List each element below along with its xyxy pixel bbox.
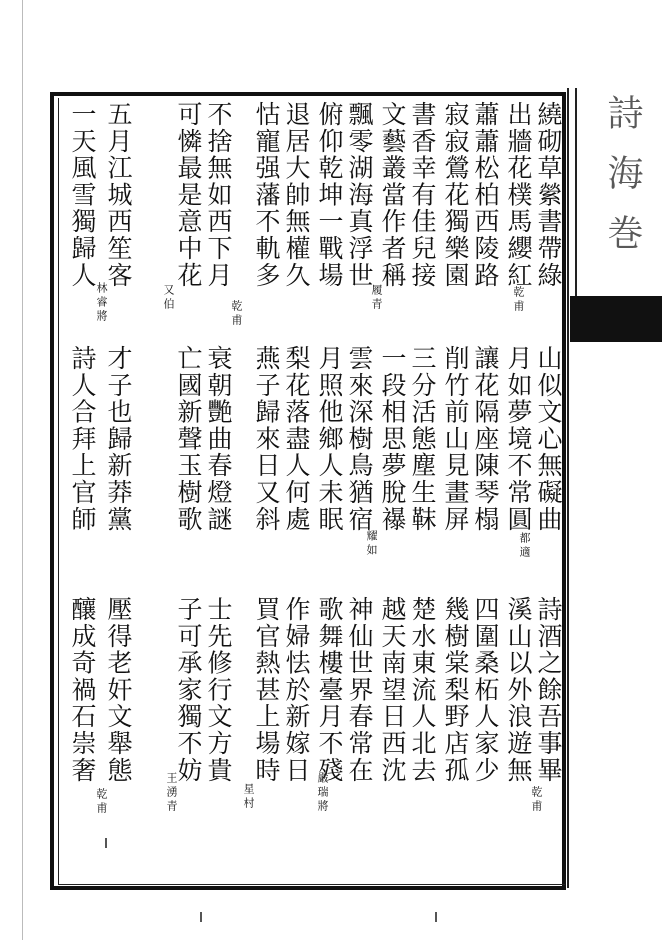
verse-line: 寂寂鶯花獨樂園 bbox=[441, 101, 470, 289]
verse-line: 月照他鄉人未眠 bbox=[315, 345, 344, 533]
verse-line: 越天南望日西沈 bbox=[378, 596, 407, 784]
author-note: 林睿將 bbox=[95, 282, 108, 324]
verse-line: 五月江城西笙客 bbox=[104, 101, 133, 289]
margin-rule bbox=[567, 88, 569, 888]
verse-line: 楚水東流人北去 bbox=[408, 596, 437, 784]
verse-line: 不捨無如西下月 bbox=[204, 101, 233, 289]
verse-line: 月如夢境不常圓 bbox=[504, 345, 533, 533]
author-note: 乾甫 bbox=[95, 788, 108, 816]
verse-line: 怙寵强藩不軌多 bbox=[252, 101, 281, 289]
verse-line: 壓得老奸文舉態 bbox=[104, 596, 133, 784]
verse-line: 三分活態塵生靺 bbox=[408, 345, 437, 533]
verse-line: 歌舞樓臺月不殘 bbox=[315, 596, 344, 784]
author-note: 嚴瑞將 bbox=[316, 772, 329, 814]
verse-line: 飄零湖海真浮世 bbox=[345, 101, 374, 289]
verse-line: 俯仰乾坤一戰場 bbox=[315, 101, 344, 289]
verse-line: 詩人合拜上官師 bbox=[68, 345, 97, 533]
verse-line: 一天風雪獨歸人 bbox=[68, 101, 97, 289]
verse-line: 作婦怯於新嫁日 bbox=[282, 596, 311, 784]
verse-line: 可憐最是意中花 bbox=[174, 101, 203, 289]
verse-line: 出牆花樸馬纓紅 bbox=[504, 101, 533, 289]
verse-line: 書香幸有佳兒接 bbox=[408, 101, 437, 289]
margin-title: 詩海巻 bbox=[602, 94, 643, 274]
verse-line: 四圍桑柘人家少 bbox=[471, 596, 500, 784]
verse-line: 買官熱甚上場時 bbox=[252, 596, 281, 784]
verse-line: 雲來深樹鳥猶宿 bbox=[345, 345, 374, 533]
verse-line: 衰朝艷曲春燈謎 bbox=[204, 345, 233, 533]
verse-line: 文藝叢當作者稱 bbox=[378, 101, 407, 289]
author-note: 耀如 bbox=[365, 530, 378, 558]
page-edge-line bbox=[22, 0, 23, 940]
verse-line: 燕子歸來日又斜 bbox=[252, 345, 281, 533]
author-note: 乾甫 bbox=[230, 300, 243, 328]
author-note: 履青 bbox=[370, 284, 383, 312]
margin-mark bbox=[200, 912, 202, 922]
verse-line: 士先修行文方貴 bbox=[204, 596, 233, 784]
verse-line: 詩酒之餘吾事畢 bbox=[534, 596, 563, 784]
verse-line: 梨花落盡人何處 bbox=[282, 345, 311, 533]
verse-line: 一段相思夢脫襮 bbox=[378, 345, 407, 533]
verse-line: 溪山以外浪遊無 bbox=[504, 596, 533, 784]
verse-line: 削竹前山見畫屏 bbox=[441, 345, 470, 533]
margin-rule-inner bbox=[575, 88, 577, 298]
author-note: 乾甫 bbox=[512, 286, 525, 314]
verse-line: 讓花隔座陳琴榻 bbox=[471, 345, 500, 533]
verse-line: 亡國新聲玉樹歌 bbox=[174, 345, 203, 533]
verse-line: 幾樹棠梨野店孤 bbox=[441, 596, 470, 784]
verse-line: 才子也歸新莽黨 bbox=[104, 345, 133, 533]
verse-line: 釀成奇禍石崇奢 bbox=[68, 596, 97, 784]
verse-line: 蕭蕭松柏西陵路 bbox=[471, 101, 500, 289]
author-note: 王湧青 bbox=[165, 772, 178, 814]
verse-line: 繞砌草縈書帶綠 bbox=[534, 101, 563, 289]
author-note: 乾甫 bbox=[530, 786, 543, 814]
margin-mark bbox=[105, 838, 107, 848]
fish-tail-block bbox=[570, 296, 662, 342]
verse-line: 神仙世界春常在 bbox=[345, 596, 374, 784]
verse-line: 山似文心無礙曲 bbox=[534, 345, 563, 533]
author-note: 又伯 bbox=[162, 284, 175, 312]
author-note: 星村 bbox=[242, 783, 255, 811]
verse-line: 退居大帥無權久 bbox=[282, 101, 311, 289]
author-note: 都適 bbox=[518, 532, 531, 560]
verse-line: 子可承家獨不妨 bbox=[174, 596, 203, 784]
margin-mark bbox=[435, 912, 437, 922]
